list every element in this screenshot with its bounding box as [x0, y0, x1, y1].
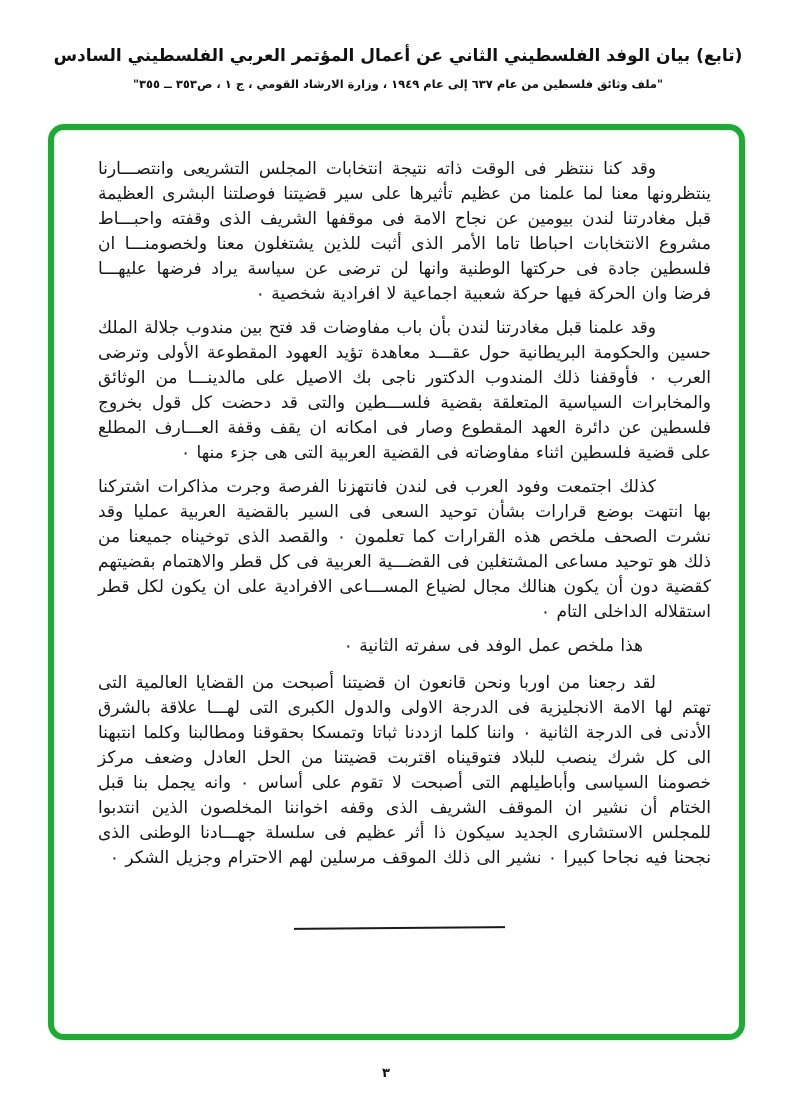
document-title: (تابع) بيان الوفد الفلسطيني الثاني عن أعمال المؤتمر العربي الفلسطيني السادس	[53, 46, 743, 66]
paragraph-election-results: وقد كنا ننتظر فى الوقت ذاته نتيجة انتخابات المجلس التشريعى وانتصـــارنا ينتظرونها معنا لما علمنا من عظيم تأثيرها على سير قضيتنا فوصلتنا البشرى العظيمة قبل مغادرتنا لندن بيومين عن نجاح الامة فى موقفها الشريف الذى وقفته واحبـــاط مشروع الانتخابات احباطا تاما الأمر الذى أثبت للذين يشتغلون معنا ولخصومنـــا ان فلسطين جادة فى حركتها الوطنية وانها لن ترضى عن سياسة يراد فرضها عليهـــا فرضا وان الحركة فيها حركة شعبية اجماعية لا افرادية شخصية ٠	[98, 159, 711, 304]
paragraph-trip-summary-line: هذا ملخص عمل الوفد فى سفرته الثانية ٠	[343, 636, 643, 656]
separator-line	[294, 926, 505, 930]
page-number: ٣	[382, 1066, 390, 1081]
document-body-text	[54, 130, 739, 929]
document-header	[0, 46, 796, 91]
document-source-citation: "ملف وثائق فلسطين من عام ٦٣٧ إلى عام ١٩٤٩ ، وزارة الارشاد القومي ، ج ١ ، ص٣٥٣ ــ ٣٥٥"	[132, 77, 664, 91]
green-highlight-frame	[48, 124, 745, 1040]
paragraph-arab-delegations: كذلك اجتمعت وفود العرب فى لندن فانتهزنا الفرصة وجرت مذاكرات اشتركنا بها انتهت بوضع قرارات بشأن توحيد السعى فى السير بالقضية العربية عمليا وقد نشرت الصحف ملخص هذه القرارات كما تعلمون ٠ والقصد الذى توخيناه جميعنا من ذلك هو توحيد مساعى المشتغلين فى القضـــية العربية فى كل قطر والاهتمام بقضيتهم كقضية دون أن يكون هنالك مجال لضياع المســـاعى الافرادية على ان يكون لكل قطر استقلاله الداخلى التام ٠	[98, 477, 712, 622]
paragraph-london-negotiations: وقد علمنا قبل مغادرتنا لندن بأن باب مفاوضات قد فتح بين مندوب جلالة الملك حسين والحكومة البريطانية حول عقـــد معاهدة تؤيد العهود المقطوعة الأولى وترضى العرب ٠ فأوقفنا ذلك المندوب الدكتور ناجى بك الاصيل على مالدينـــا من الوثائق والمخابرات السياسية المتعلقة بقضية فلســـطين والتى قد دحضت كل قول بخروج فلسطين عن دائرة العهد المقطوع وصار فى امكانه ان يقف وقفة العـــارف المطلع على قضية فلسطين اثناء مفاوضاته فى القضية العربية التى هى جزء منها ٠	[98, 318, 711, 463]
paragraph-conclusion: لقد رجعنا من اوربا ونحن قانعون ان قضيتنا أصبحت من القضايا العالمية التى تهتم لها الامة الانجليزية فى الدرجة الاولى والدول الكبرى التى لهـــا علاقة بالشرق الأدنى فى الدرجة الثانية ٠ واننا كلما ازددنا ثباتا وتمسكا بحقوقنا ومطالبنا وكلما انتبهنا الى كل شرك ينصب للبلاد فتوقيناه اقتربت قضيتنا من الحل العادل وضعف مركز خصومنا السياسى وأباطيلهم التى أصبحت لا تقوم على أساس ٠ وانه يجمل بنا قبل الختام أن نشير ان الموقف الشريف الذى وقفه اخواننا المخلصون الذين انتدبوا للمجلس الاستشارى الجديد سيكون ذا أثر عظيم فى سلسلة جهـــادنا الوطنى الذى نجحنا فيه نجاحا كبيرا ٠ نشير الى ذلك الموقف مرسلين لهم الاحترام وجزيل الشكر ٠	[98, 673, 711, 868]
